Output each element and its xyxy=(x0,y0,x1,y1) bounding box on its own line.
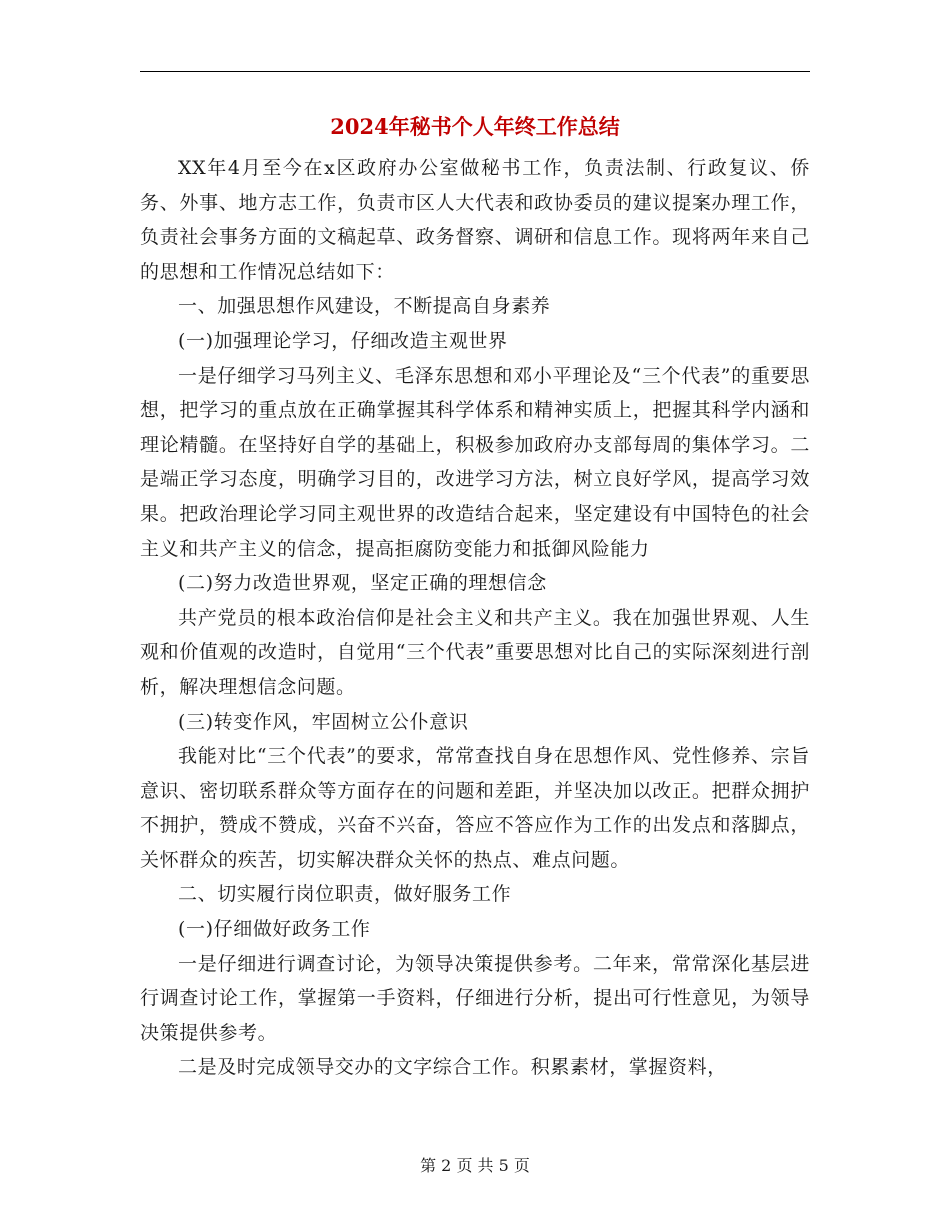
page-footer xyxy=(140,1155,810,1177)
page-label-prefix: 第 xyxy=(420,1156,437,1175)
subsection-heading-1-2: (二)努力改造世界观，坚定正确的理想信念 xyxy=(178,572,547,595)
document-body xyxy=(140,151,810,1085)
page-label-middle: 页 共 xyxy=(456,1156,494,1175)
section-heading-1: 一、加强思想作风建设，不断提高自身素养 xyxy=(178,295,551,318)
paragraph-theory-study: 一是仔细学习马列主义、毛泽东思想和邓小平理论及“三个代表”的重要思想，把学习的重点放在正确掌握其科学体系和精神实质上，把握其科学内涵和理论精髓。在坚持好自学的基础上，积极参加政府办支部每周的集体学习。二是端正学习态度，明确学习目的，改进学习方法，树立良好学风，提高学习效果。把政治理论学习同主观世界的改造结合起来，坚定建设有中国特色的社会主义和共产主义的信念，提高拒腐防变能力和抵御风险能力 xyxy=(140,364,810,560)
paragraph-research: 一是仔细进行调查讨论，为领导决策提供参考。二年来，常常深化基层进行调查讨论工作，掌握第一手资料，仔细进行分析，提出可行性意见，为领导决策提供参考。 xyxy=(140,952,810,1044)
subsection-heading-1-1: (一)加强理论学习，仔细改造主观世界 xyxy=(178,329,508,352)
paragraph-writing: 二是及时完成领导交办的文字综合工作。积累素材，掌握资料， xyxy=(178,1056,727,1079)
paragraph-worldview: 共产党员的根本政治信仰是社会主义和共产主义。我在加强世界观、人生观和价值观的改造时，自觉用“三个代表”重要思想对比自己的实际深刻进行剖析，解决理想信念问题。 xyxy=(140,606,810,698)
section-heading-2: 二、切实履行岗位职责，做好服务工作 xyxy=(178,883,512,906)
subsection-heading-2-1: (一)仔细做好政务工作 xyxy=(178,918,371,941)
page-label-suffix: 页 xyxy=(513,1156,530,1175)
intro-paragraph: XX年4月至今在x区政府办公室做秘书工作，负责法制、行政复议、侨务、外事、地方志工作，负责市区人大代表和政协委员的建议提案办理工作，负责社会事务方面的文稿起草、政务督察、调研和信息工作。现将两年来自己的思想和工作情况总结如下： xyxy=(140,157,810,283)
total-pages-number: 5 xyxy=(498,1156,509,1175)
current-page-number: 2 xyxy=(441,1156,452,1175)
paragraph-work-style: 我能对比“三个代表”的要求，常常查找自身在思想作风、党性修养、宗旨意识、密切联系群众等方面存在的问题和差距，并坚决加以改正。把群众拥护不拥护，赞成不赞成，兴奋不兴奋，答应不答应作为工作的出发点和落脚点，关怀群众的疾苦，切实解决群众关怀的热点、难点问题。 xyxy=(140,745,810,871)
document-title: 2024年秘书个人年终工作总结 xyxy=(330,114,620,139)
subsection-heading-1-3: (三)转变作风，牢固树立公仆意识 xyxy=(178,710,469,733)
header-rule xyxy=(140,71,810,72)
